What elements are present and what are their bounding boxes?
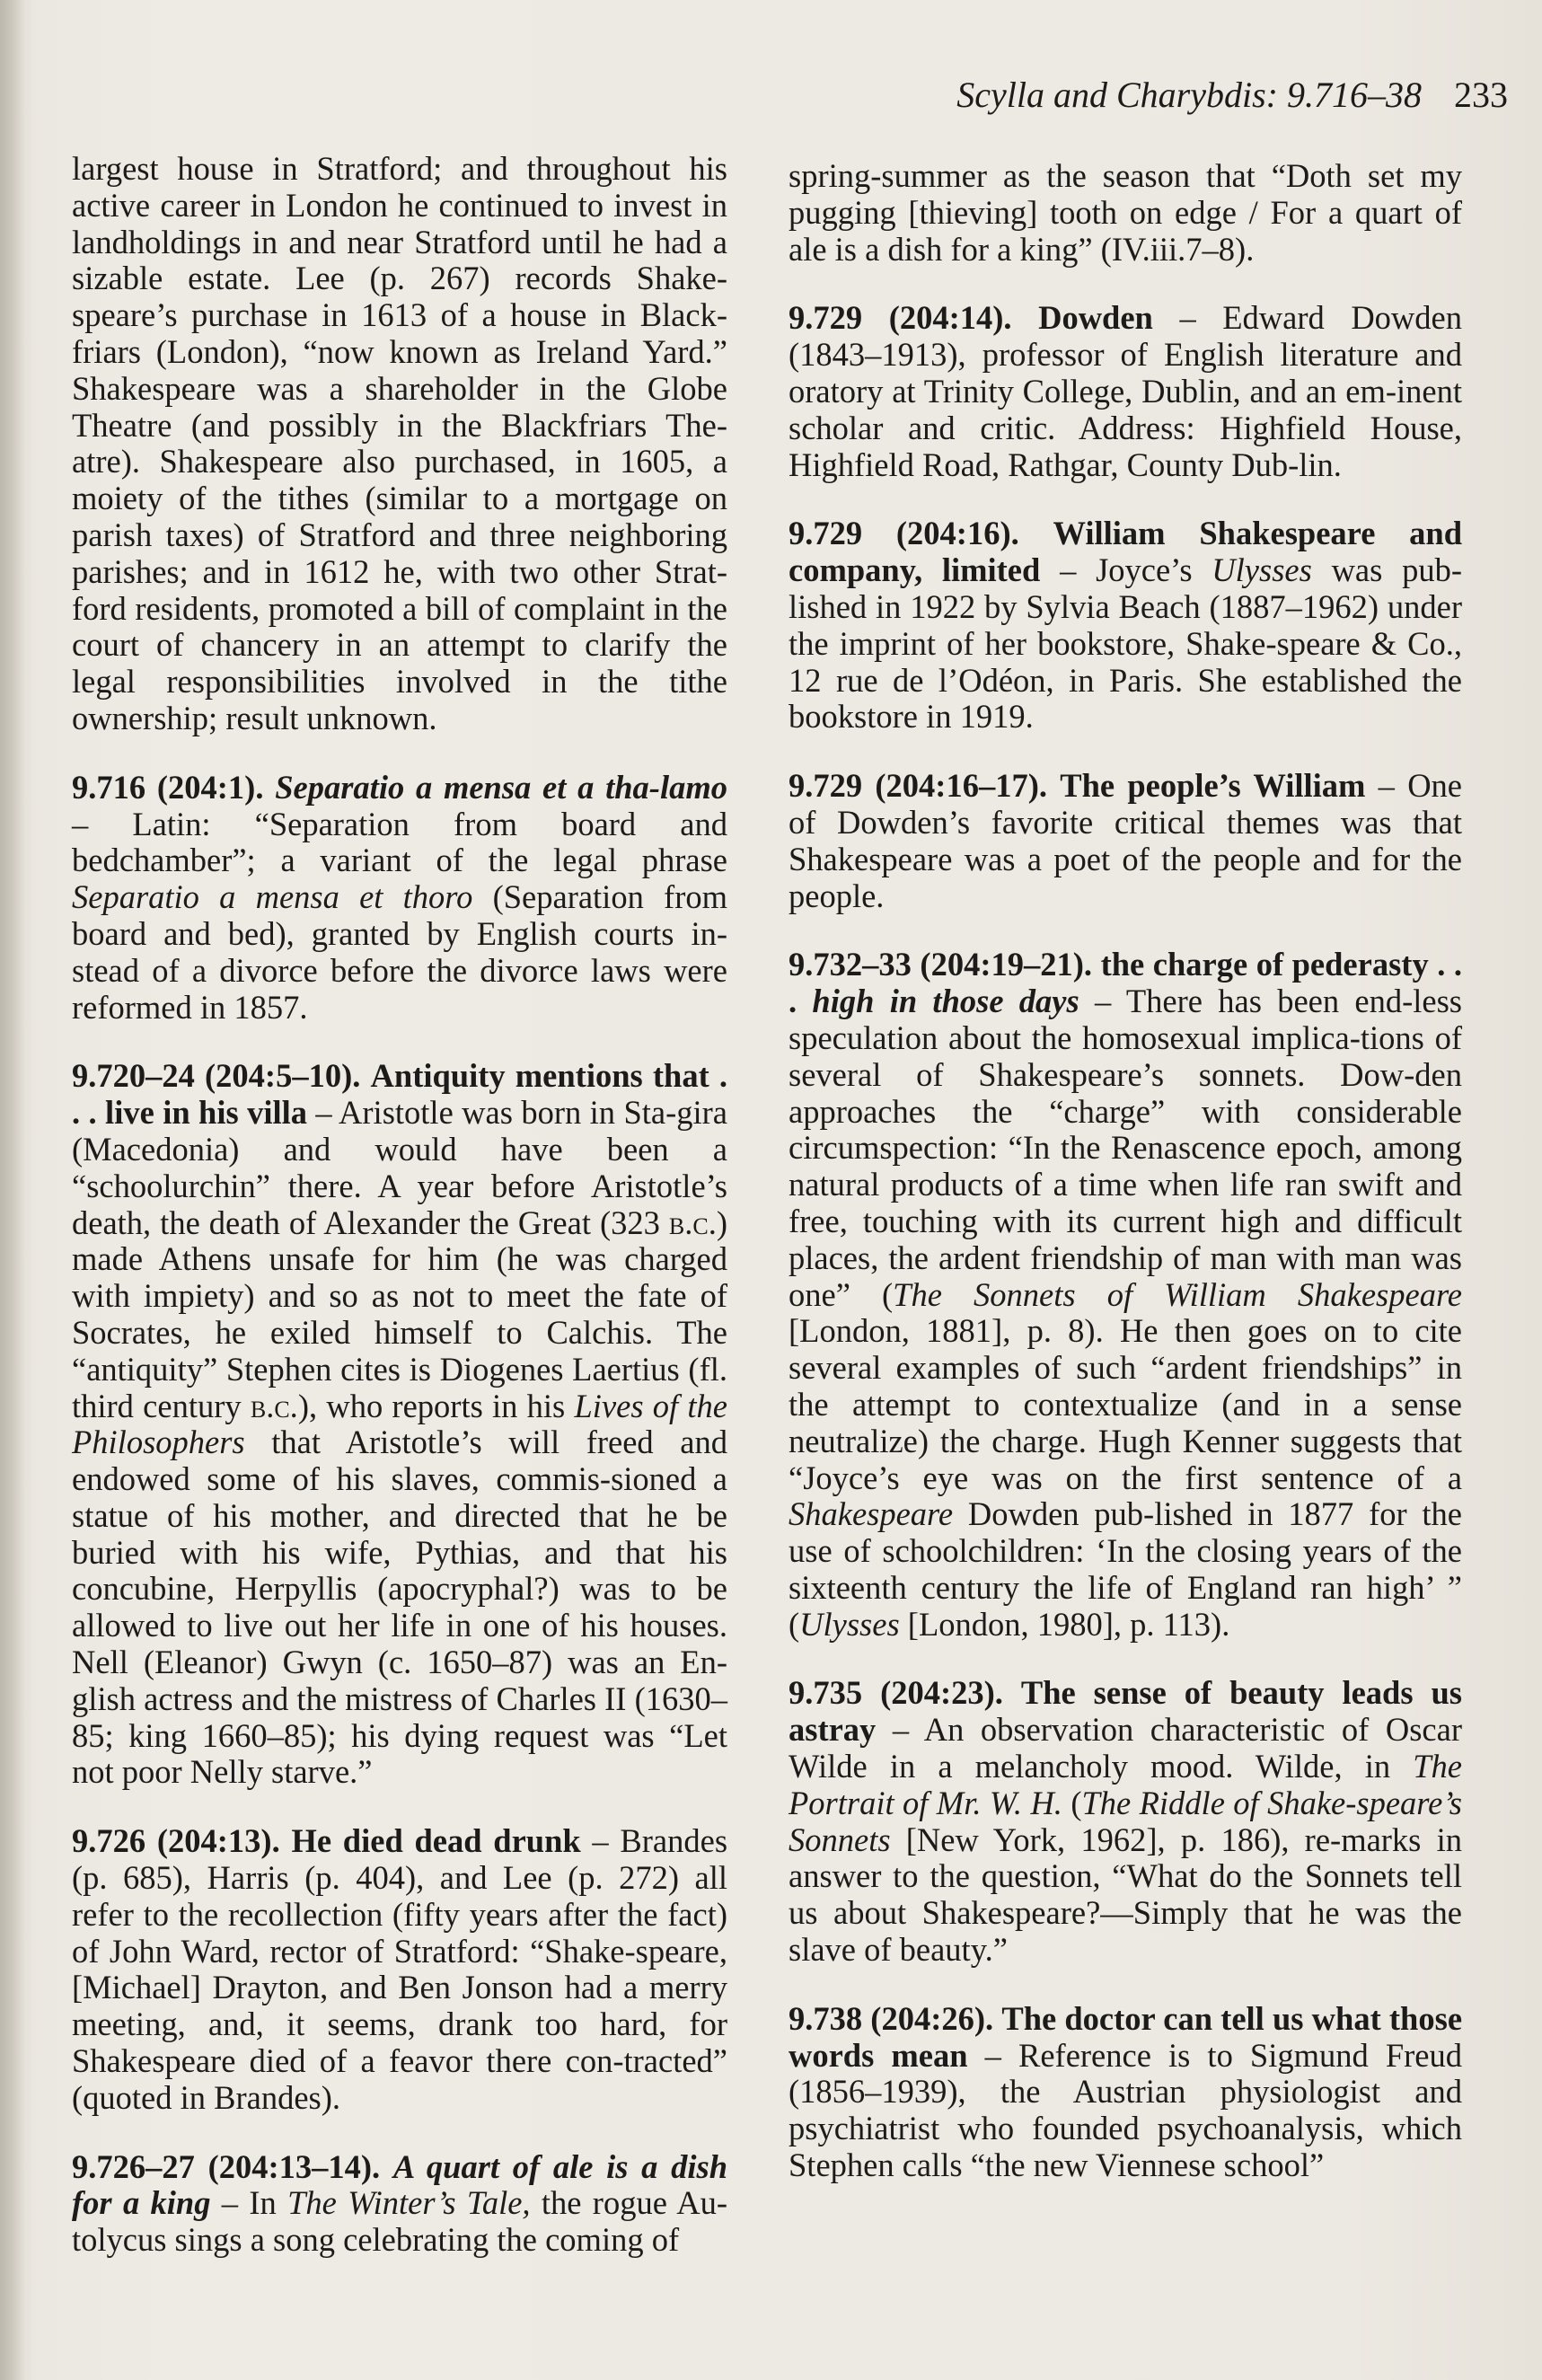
entry-lemma: William Shakespeare and company, limited	[789, 515, 1463, 589]
entry-italic: Lives of the Philosophers	[72, 1387, 728, 1461]
entry-lemma: The sense of beauty leads us astray	[789, 1674, 1463, 1749]
annotation-entry	[789, 947, 1462, 1643]
entry-lemma: the charge of pederasty . . .	[789, 946, 1463, 1020]
entry-italic: The Riddle of Shake-speare’s Sonnets	[789, 1784, 1462, 1858]
entry-text: [New York, 1962], p. 186), re-marks in answer to the question, “What do the Sonnets tell us about Shakespeare?—Simply that he was the slave of beauty.”	[789, 1820, 1462, 1969]
entry-text: – An observation characteristic of Oscar Wilde in a melancholy mood. Wilde, in	[789, 1711, 1462, 1785]
entry-reference: 9.729 (204:14).	[789, 299, 1012, 337]
entry-small-caps: b.c.	[250, 1387, 298, 1424]
entry-small-caps: b.c.	[668, 1203, 717, 1241]
entry-lemma: He died dead drunk	[291, 1822, 581, 1860]
entry-italic: The Winter’s Tale,	[287, 2184, 531, 2222]
entry-text: – Brandes (p. 685), Harris (p. 404), and Lee (p. 272) all refer to the recollection (fifty years after the fact) of John Ward, rector of Stratford: “Shake-speare, [Michael] Drayton, and Ben Jonson had a merry meeting, and, it seems, drank too hard, for Shakespeare died of a feavor there con-tracted” (quoted in Brandes).	[72, 1822, 728, 2116]
entry-reference: 9.738 (204:26).	[789, 1999, 994, 2037]
entry-italic: The Portrait of Mr. W. H.	[789, 1748, 1462, 1821]
entry-reference: 9.716 (204:1).	[72, 768, 264, 806]
entry-lemma-italic: high in those days	[812, 983, 1079, 1020]
annotation-entry	[789, 2001, 1462, 2184]
entry-text: [London, 1980], p. 113).	[899, 1605, 1230, 1643]
entry-text: – There has been end-less speculation about the homosexual implica-tions of several of Shakespeare’s sonnets. Dow-den approaches the “charge” with considerable circumspection: “In the Renascence epoch, among natural products of a time when life ran swift and free, touching with its current high and difficult places, the ardent friendship of man with man was one” (	[789, 983, 1463, 1313]
annotation-entry	[72, 1823, 727, 2116]
entry-reference: 9.726–27 (204:13–14).	[72, 2147, 381, 2185]
entry-text: Dowden pub-lished in 1877 for the use of schoolchildren: ‘In the closing years of the sixteenth century the life of England ran high’ ” (	[789, 1495, 1462, 1643]
entry-italic: Separatio a mensa et thoro	[72, 878, 473, 916]
entry-text: – Edward Dowden (1843–1913), professor of English literature and oratory at Trinity College, Dublin, and an em-inent scholar and critic. Address: Highfield House, Highfield Road, Rathgar, County Dub-lin.	[789, 299, 1462, 483]
entry-text: – Aristotle was born in Sta-gira (Macedonia) and would have been a “schoolurchin” there. A year before Aristotle’s death, the death of Alexander the Great (323	[72, 1094, 727, 1241]
entry-lemma: Separatio a mensa et a tha-lamo	[275, 768, 727, 806]
annotation-entry	[72, 1058, 727, 1791]
entry-lemma: Dowden	[1038, 299, 1153, 337]
entry-text: that Aristotle’s will freed and endowed some of his slaves, commis-sioned a statue of his mother, and directed that he be buried with his wife, Pythias, and that his concubine, Herpyllis (apocryphal?) was to be allowed to live out her life in one of his houses. Nell (Eleanor) Gwyn (c. 1650–87) was an En-glish actress and the mistress of Charles II (1630–85; king 1660–85); his dying request was “Let not poor Nelly starve.”	[72, 1424, 727, 1791]
entry-italic: Ulysses	[1212, 551, 1312, 589]
annotation-entry	[789, 768, 1462, 914]
entry-italic: Ulysses	[799, 1605, 900, 1643]
entry-lemma: A quart of ale is a dish for a king	[72, 2147, 728, 2222]
entry-text: – Latin: “Separation from board and bedchamber”; a variant of the legal phrase	[72, 805, 727, 879]
entry-reference: 9.729 (204:16–17).	[789, 767, 1047, 805]
entry-reference: 9.732–33 (204:19–21).	[789, 946, 1093, 983]
left-column	[72, 151, 727, 2291]
entry-text: – In	[210, 2184, 288, 2222]
paragraph-text: spring-summer as the season that “Doth set my pugging [thieving] tooth on edge / For a quart of ale is a dish for a king” (IV.iii.7–8).	[789, 157, 1462, 268]
continuation-paragraph	[789, 158, 1462, 268]
annotation-entry	[72, 770, 727, 1027]
gutter-shadow	[0, 0, 25, 2380]
entry-italic: Shakespeare	[789, 1495, 954, 1533]
entry-reference: 9.726 (204:13).	[72, 1822, 280, 1860]
entry-text: the rogue Au-tolycus sings a song celebrating the coming of	[72, 2184, 727, 2259]
entry-reference: 9.729 (204:16).	[789, 515, 1019, 552]
entry-lemma: The people’s William	[1060, 767, 1366, 805]
continuation-paragraph	[72, 151, 727, 737]
entry-text: (Separation from board and bed), granted by English courts in-stead of a divorce before the divorce laws were reformed in 1857.	[72, 878, 727, 1026]
entry-text: – One of Dowden’s favorite critical themes was that Shakespeare was a poet of the people and for the people.	[789, 767, 1463, 914]
entry-text: was pub-lished in 1922 by Sylvia Beach (1887–1962) under the imprint of her bookstore, Shake-speare & Co., 12 rue de l’Odéon, in Paris. She established the bookstore in 1919.	[789, 551, 1462, 736]
annotation-entry	[72, 2149, 727, 2259]
running-head	[956, 74, 1508, 116]
annotation-entry	[789, 516, 1462, 736]
paragraph-text: largest house in Stratford; and throughout his active career in London he continued to invest in landholdings in and near Stratford until he had a sizable estate. Lee (p. 267) records Shake-speare’s purchase in 1613 of a house in Black-friars (London), “now known as Ireland Yard.” Shakespeare was a shareholder in the Globe Theatre (and possibly in the Blackfriars The-atre). Shakespeare also purchased, in 1605, a moiety of the tithes (similar to a mortgage on parish taxes) of Stratford and three neighboring parishes; and in 1612 he, with two other Strat-ford residents, promoted a bill of complaint in the court of chancery in an attempt to clarify the legal responsibilities involved in the tithe ownership; result unknown.	[72, 150, 727, 736]
entry-reference: 9.735 (204:23).	[789, 1674, 1003, 1712]
annotation-entry	[789, 1675, 1462, 1968]
right-column	[789, 158, 1462, 2217]
entry-text: (	[1062, 1784, 1082, 1821]
entry-text: ) made Athens unsafe for him (he was charged with impiety) and so as not to meet the fate of Socrates, he exiled himself to Calchis. The “antiquity” Stephen cites is Diogenes Laertius (fl. third century	[72, 1203, 727, 1424]
entry-text: – Reference is to Sigmund Freud (1856–1939), the Austrian physiologist and psychiatrist who founded psychoanalysis, which Stephen calls “the new Viennese school”	[789, 2036, 1462, 2184]
entry-lemma: The doctor can tell us what those words mean	[789, 1999, 1463, 2074]
entry-text: ), who reports in his	[297, 1387, 575, 1424]
entry-lemma: Antiquity mentions that . . . live in his villa	[72, 1057, 728, 1132]
entry-reference: 9.720–24 (204:5–10).	[72, 1057, 361, 1095]
page-number: 233	[1454, 75, 1508, 115]
annotation-entry	[789, 300, 1462, 483]
entry-italic: The Sonnets of William Shakespeare	[893, 1275, 1462, 1313]
entry-text: [London, 1881], p. 8). He then goes on to cite several examples of such “ardent friendships” in the attempt to contextualize (and in a sense neutralize) the charge. Hugh Kenner suggests that “Joyce’s eye was on the first sentence of a	[789, 1312, 1462, 1496]
entry-text: – Joyce’s	[1040, 551, 1212, 589]
running-head-title: Scylla and Charybdis: 9.716–38	[956, 75, 1422, 115]
